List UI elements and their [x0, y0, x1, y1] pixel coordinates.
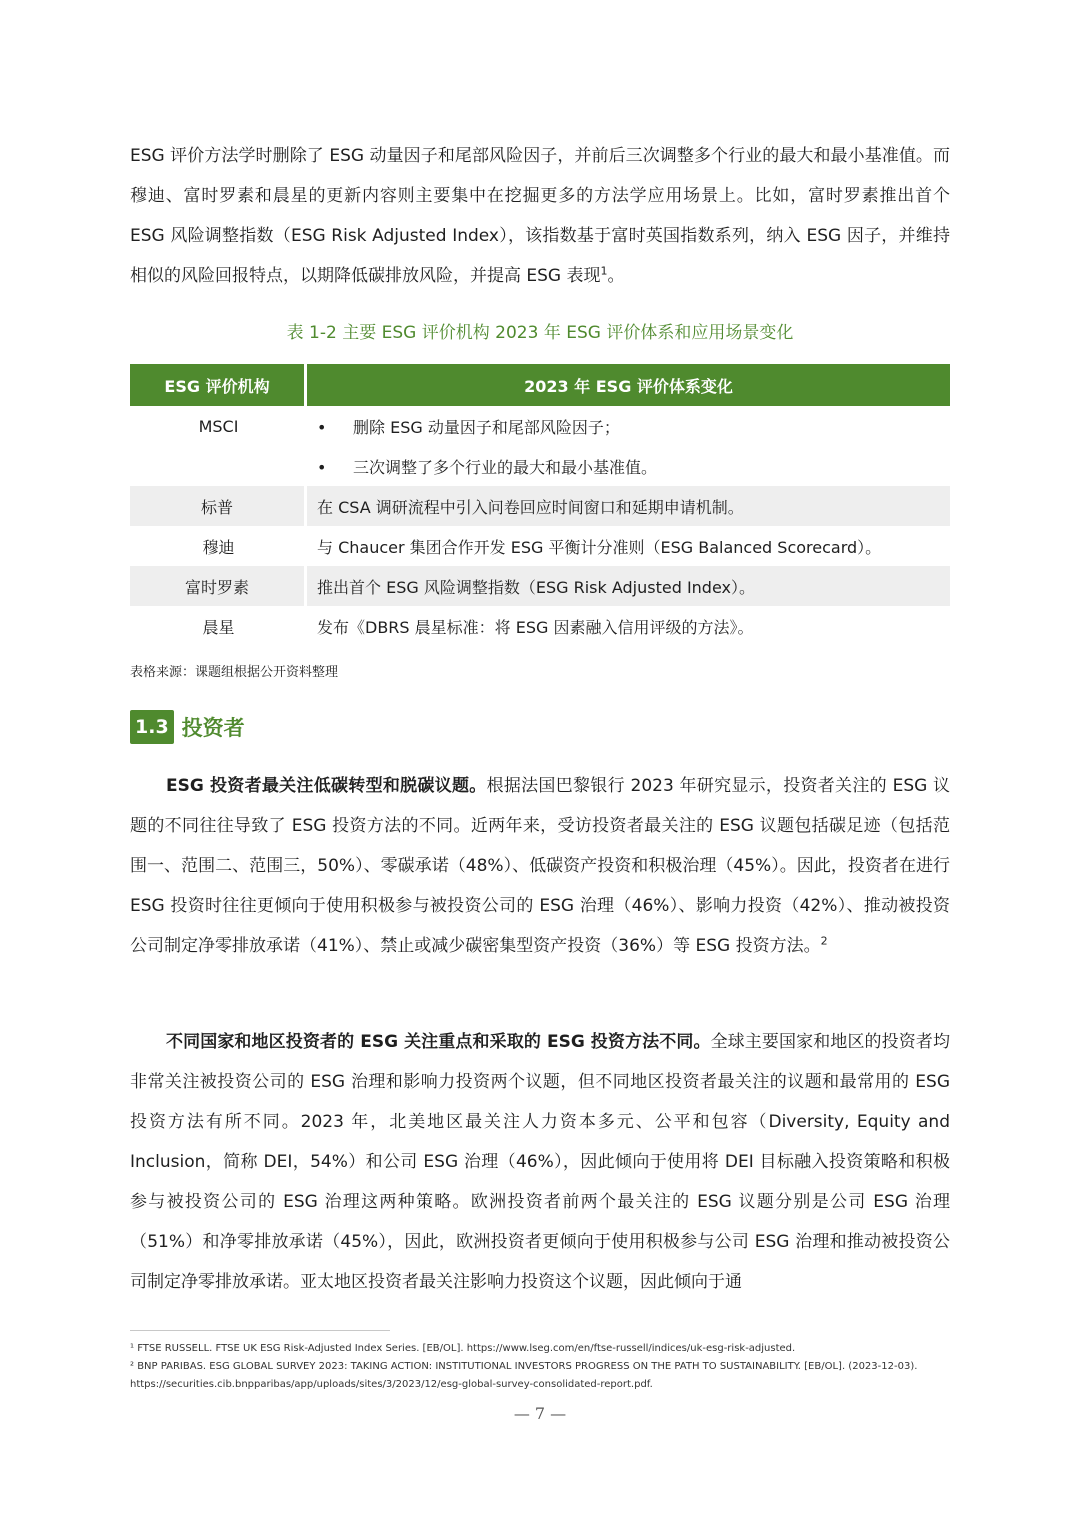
cell-org: 富时罗素 — [130, 566, 307, 606]
paragraph-lead: 不同国家和地区投资者的 ESG 关注重点和采取的 ESG 投资方法不同。 — [166, 1032, 711, 1052]
intro-text: ESG 评价方法学时删除了 ESG 动量因子和尾部风险因子，并前后三次调整多个行业的最大和最小基准值。而穆迪、富时罗素和晨星的更新内容则主要集中在挖掘更多的方法学应用场景上。比如，富时罗素推出首个 ESG 风险调整指数（ESG Risk Adjusted Index），该指数基于富时英国指数系列，纳入 ESG 因子，并维持相似的风险回报特点，以期降低碳排放风险，并提高 ESG 表现 — [130, 146, 950, 286]
cell-org-msci: MSCI — [198, 416, 239, 436]
footnote-ref-1[interactable]: 1 — [600, 264, 608, 278]
header-change: 2023 年 ESG 评价体系变化 — [307, 364, 950, 406]
intro-end: 。 — [607, 266, 625, 286]
bullet-text: 删除 ESG 动量因子和尾部风险因子； — [353, 417, 620, 437]
cell-org: 标普 — [130, 486, 307, 526]
bullet-marker: • — [317, 417, 327, 437]
cell-org: 晨星 — [202, 617, 235, 637]
header-org: ESG 评价机构 — [130, 364, 307, 406]
footnote-2: ² BNP PARIBAS. ESG GLOBAL SURVEY 2023: TAKING ACTION: INSTITUTIONAL INVESTORS PROGRESS ON THE PATH TO SUSTAINABILITY. [EB/OL]. (2023-12-03). https://securities.cib.bnpparibas/app/uploads/sites/3/2023/12/esg-global-survey-consolidated-report.pdf. — [130, 1361, 918, 1390]
esg-changes-table — [130, 364, 950, 646]
table-title: 表 1-2 主要 ESG 评价机构 2023 年 ESG 评价体系和应用场景变化 — [286, 323, 794, 343]
table-row — [130, 486, 950, 526]
paragraph-lead: ESG 投资者最关注低碳转型和脱碳议题。 — [166, 776, 487, 796]
table-row-msci-1 — [130, 406, 950, 446]
cell-change-msci-2 — [307, 446, 950, 486]
bullet-marker: • — [317, 457, 327, 477]
paragraph-body: 根据法国巴黎银行 2023 年研究显示，投资者关注的 ESG 议题的不同往往导致了 ESG 投资方法的不同。近两年来，受访投资者最关注的 ESG 议题包括碳足迹（包括范围一、范围二、范围三，50%）、零碳承诺（48%）、低碳资产投资和积极治理（45%）。因此，投资者在进行 ESG 投资时往往更倾向于使用积极参与被投资公司的 ESG 治理（46%）、影响力投资（42%）、推动被投资公司制定净零排放承诺（41%）、禁止或减少碳密集型资产投资（36%）等 ESG 投资方法。 — [130, 776, 950, 956]
table-source-note: 表格来源：课题组根据公开资料整理 — [130, 665, 339, 680]
table-header-row — [130, 364, 950, 406]
intro-paragraph — [130, 136, 950, 296]
page-number: — 7 — — [513, 1404, 567, 1423]
investor-paragraph-2 — [130, 1022, 950, 1302]
table-row — [130, 566, 950, 606]
cell-change-msci-1 — [307, 406, 950, 446]
section-heading — [130, 710, 245, 744]
cell-change: 与 Chaucer 集团合作开发 ESG 平衡计分准则（ESG Balanced Scorecard）。 — [317, 537, 882, 557]
section-title: 投资者 — [181, 716, 245, 740]
cell-change: 在 CSA 调研流程中引入问卷回应时间窗口和延期申请机制。 — [307, 486, 950, 526]
investor-paragraph-1 — [130, 766, 950, 966]
cell-change: 发布《DBRS 晨星标准：将 ESG 因素融入信用评级的方法》。 — [317, 617, 754, 637]
table-row — [130, 606, 950, 646]
table-row — [130, 526, 950, 566]
bullet-text: 三次调整了多个行业的最大和最小基准值。 — [353, 457, 658, 477]
footnotes — [130, 1340, 950, 1394]
cell-org-empty — [130, 446, 307, 486]
cell-change: 推出首个 ESG 风险调整指数（ESG Risk Adjusted Index）。 — [307, 566, 950, 606]
paragraph-body: 全球主要国家和地区的投资者均非常关注被投资公司的 ESG 治理和影响力投资两个议题，但不同地区投资者最关注的议题和最常用的 ESG 投资方法有所不同。2023 年，北美地区最关注人力资本多元、公平和包容（Diversity, Equity and Inclusion，简称 DEI，54%）和公司 ESG 治理（46%），因此倾向于使用将 DEI 目标融入投资策略和积极参与被投资公司的 ESG 治理这两种策略。欧洲投资者前两个最关注的 ESG 议题分别是公司 ESG 治理（51%）和净零排放承诺（45%），因此，欧洲投资者更倾向于使用积极参与公司 ESG 治理和推动被投资公司制定净零排放承诺。亚太地区投资者最关注影响力投资这个议题，因此倾向于通 — [130, 1032, 950, 1292]
footnote-divider — [130, 1330, 390, 1331]
footnote-ref-2[interactable]: 2 — [820, 934, 828, 948]
table-row-msci-2 — [130, 446, 950, 486]
footnote-1: ¹ FTSE RUSSELL. FTSE UK ESG Risk-Adjusted Index Series. [EB/OL]. https://www.lseg.com/en/ftse-russell/indices/uk-esg-risk-adjusted. — [130, 1343, 796, 1354]
cell-org: 穆迪 — [202, 537, 235, 557]
section-number-badge: 1.3 — [130, 710, 174, 744]
